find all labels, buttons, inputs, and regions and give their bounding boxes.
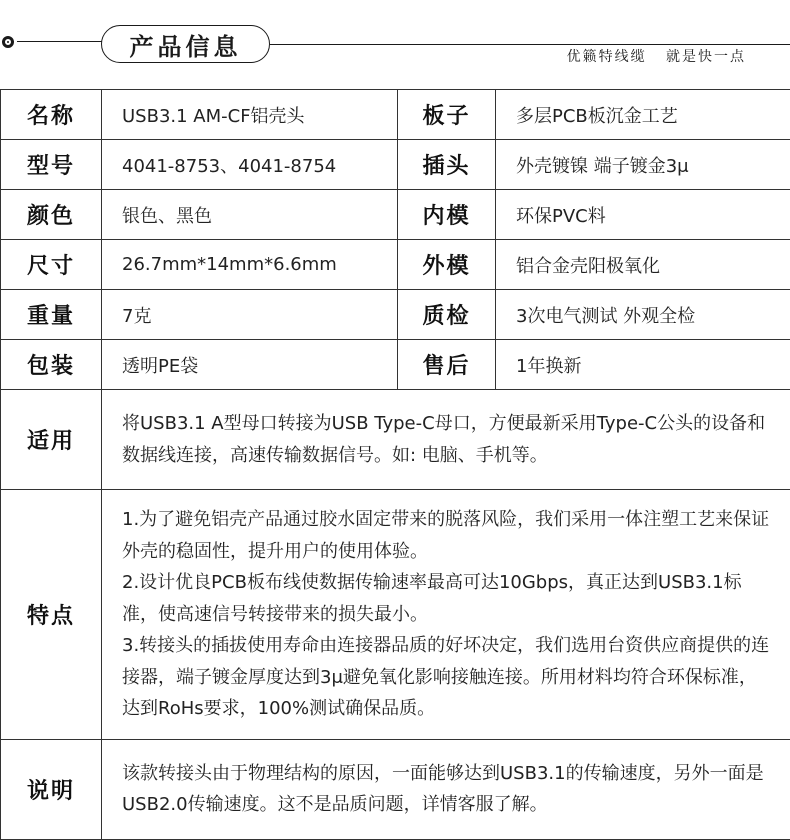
note-row <box>1 739 790 839</box>
features-label: 特点 <box>1 490 102 740</box>
spec-row-package <box>1 340 790 390</box>
spec-value: 银色、黑色 <box>102 190 398 240</box>
spec-label: 尺寸 <box>1 240 102 290</box>
spec-value: 1年换新 <box>496 340 790 390</box>
section-title: 产品信息 <box>101 25 270 63</box>
apply-label: 适用 <box>1 390 102 490</box>
feature-item: 2.设计优良PCB板布线使数据传输速率最高可达10Gbps，真正达到USB3.1标准，使高速信号转接带来的损失最小。 <box>122 572 742 625</box>
note-text: 该款转接头由于物理结构的原因，一面能够达到USB3.1的传输速度，另外一面是USB2.0传输速度。这不是品质问题，详情客服了解。 <box>102 739 790 839</box>
spec-label: 外模 <box>398 240 496 290</box>
spec-value: 3次电气测试 外观全检 <box>496 290 790 340</box>
spec-label: 型号 <box>1 140 102 190</box>
spec-value: 多层PCB板沉金工艺 <box>496 90 790 140</box>
spec-label: 名称 <box>1 90 102 140</box>
spec-row-size <box>1 240 790 290</box>
spec-label: 售后 <box>398 340 496 390</box>
spec-value: 7克 <box>102 290 398 340</box>
spec-label: 包装 <box>1 340 102 390</box>
header-rule-left <box>17 41 102 42</box>
note-label: 说明 <box>1 739 102 839</box>
spec-value: 透明PE袋 <box>102 340 398 390</box>
spec-value: 铝合金壳阳极氧化 <box>496 240 790 290</box>
spec-label: 内模 <box>398 190 496 240</box>
features-list <box>102 490 790 740</box>
apply-text: 将USB3.1 A型母口转接为USB Type-C母口，方便最新采用Type-C公头的设备和数据线连接，高速传输数据信号。如: 电脑、手机等。 <box>102 390 790 490</box>
spec-label: 插头 <box>398 140 496 190</box>
spec-value: 外壳镀镍 端子镀金3μ <box>496 140 790 190</box>
spec-row-color <box>1 190 790 240</box>
spec-row-weight <box>1 290 790 340</box>
spec-label: 板子 <box>398 90 496 140</box>
feature-item: 1.为了避免铝壳产品通过胶水固定带来的脱落风险，我们采用一体注塑工艺来保证外壳的稳固性，提升用户的使用体验。 <box>122 509 770 562</box>
apply-row <box>1 390 790 490</box>
brand-slogan: 优籁特线缆 就是快一点 <box>566 49 746 65</box>
spec-value: USB3.1 AM-CF铝壳头 <box>102 90 398 140</box>
spec-label: 质检 <box>398 290 496 340</box>
spec-value: 环保PVC料 <box>496 190 790 240</box>
feature-item: 3.转接头的插拔使用寿命由连接器品质的好坏决定，我们选用台资供应商提供的连接器，端子镀金厚度达到3μ避免氧化影响接触连接。所用材料均符合环保标准，达到RoHs要求，100%测试确保品质。 <box>122 635 770 719</box>
bullet-ring-icon <box>2 36 14 48</box>
spec-label: 颜色 <box>1 190 102 240</box>
section-header <box>0 0 790 88</box>
spec-value: 4041-8753、4041-8754 <box>102 140 398 190</box>
spec-value: 26.7mm*14mm*6.6mm <box>102 240 398 290</box>
spec-label: 重量 <box>1 290 102 340</box>
spec-row-model <box>1 140 790 190</box>
spec-table <box>0 89 790 840</box>
header-rule-right <box>270 44 790 45</box>
spec-row-name <box>1 90 790 140</box>
features-row <box>1 490 790 740</box>
